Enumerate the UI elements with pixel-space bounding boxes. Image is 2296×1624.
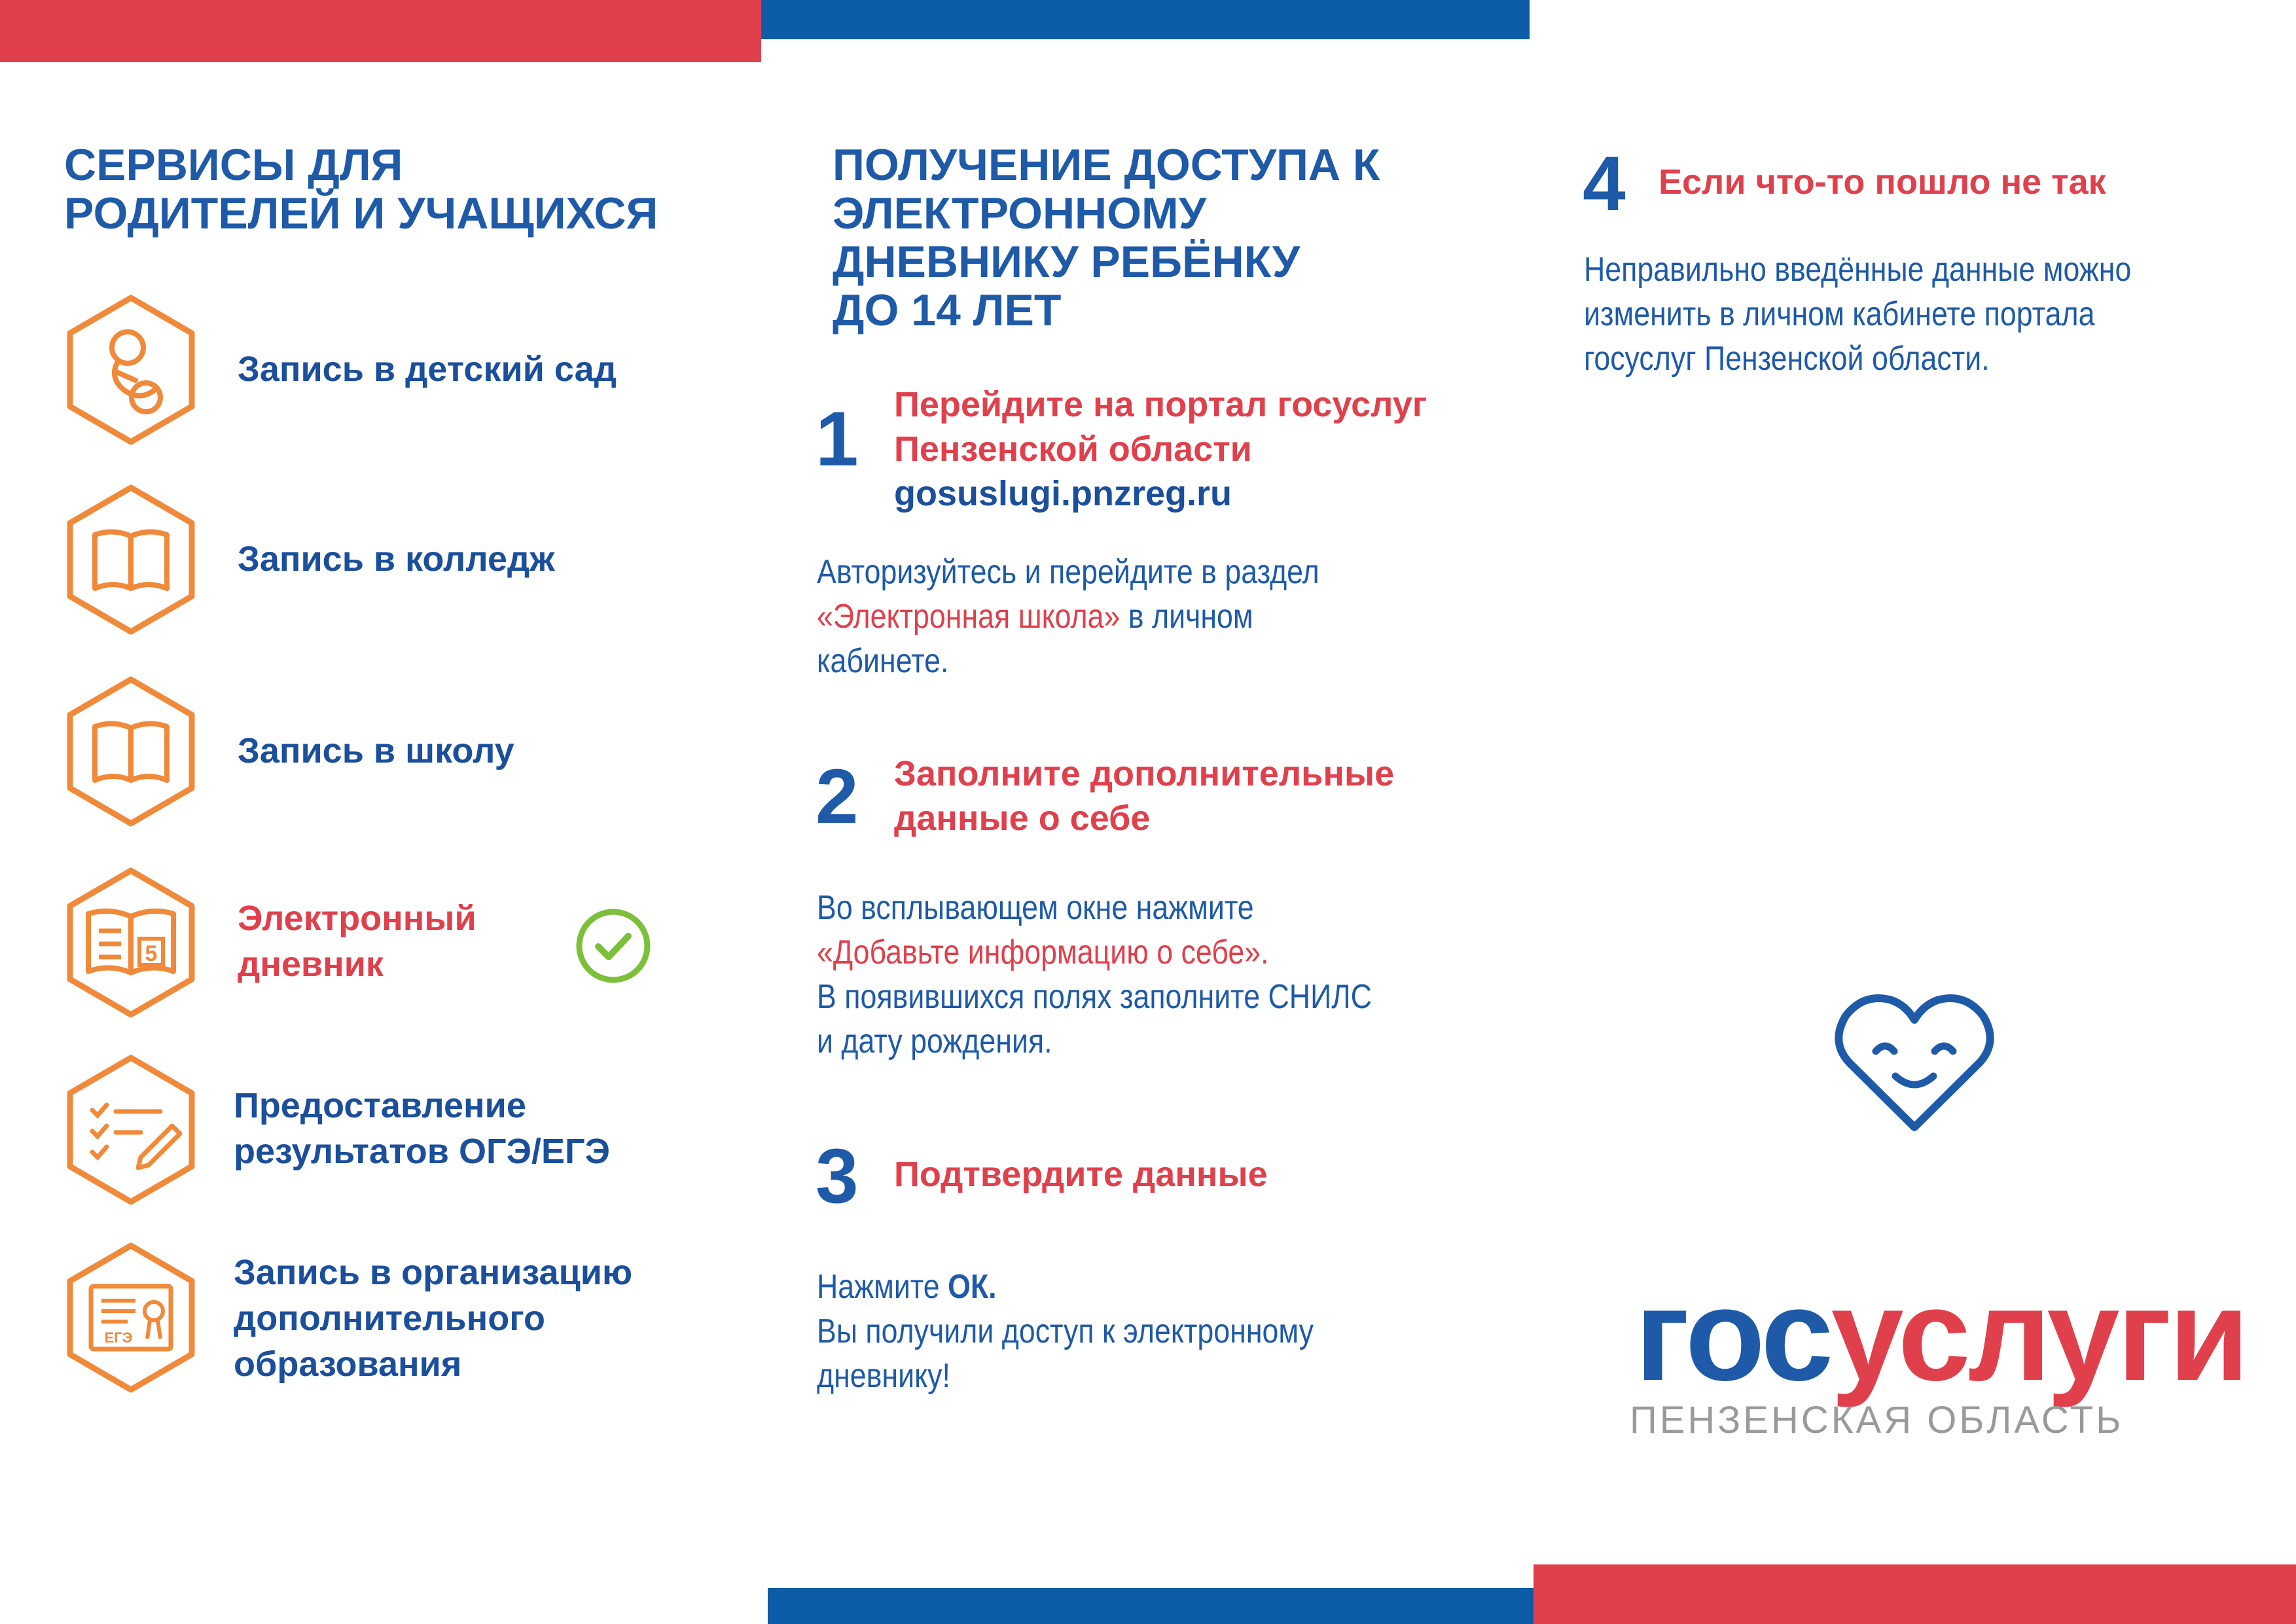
pacifier-icon	[62, 293, 200, 447]
service-school[interactable]	[62, 674, 651, 831]
step-4-number: 4	[1583, 141, 1626, 227]
access-title-line4: ДО 14 ЛЕТ	[833, 285, 1062, 335]
add-info-hint: «Добавьте информацию о себе».	[817, 933, 1269, 971]
bottom-blue-bar	[768, 1588, 1535, 1624]
portal-link[interactable]: gosuslugi.pnzreg.ru	[894, 474, 1232, 513]
step-3-body	[817, 1265, 1314, 1398]
service-additional-label-line1: Запись в организацию	[234, 1253, 633, 1292]
step-1-number: 1	[816, 396, 859, 482]
service-exam-label-line1: Предоставление	[234, 1086, 526, 1125]
access-title-line3: ДНЕВНИКУ РЕБЁНКУ	[833, 237, 1300, 287]
ok-text: ОК.	[948, 1268, 997, 1306]
service-kindergarten[interactable]	[62, 293, 651, 450]
service-school-label: Запись в школу	[238, 731, 514, 770]
access-title	[833, 141, 1380, 334]
step-3-body-line1-pre: Нажмите	[817, 1268, 948, 1306]
diary-icon	[62, 865, 200, 1020]
step-1-body-line1: Авторизуйтесь и перейдите в раздел	[817, 553, 1319, 591]
service-additional-label-line2: дополнительного	[234, 1299, 545, 1338]
service-college[interactable]	[62, 482, 651, 640]
service-exam-results[interactable]	[62, 1053, 651, 1210]
step-3-body-line2: Вы получили доступ к электронному	[817, 1312, 1314, 1350]
check-circle-icon	[575, 907, 652, 984]
step-1-body	[817, 550, 1319, 683]
top-blue-bar	[761, 0, 1530, 39]
step-2-body-line3: В появившихся полях заполните СНИЛС	[817, 978, 1372, 1016]
ege-badge-text: ЕГЭ	[104, 1329, 133, 1346]
step-2-number: 2	[816, 753, 859, 840]
service-ediary-label-line1: Электронный	[238, 899, 476, 938]
step-4-body-line2: изменить в личном кабинете портала	[1584, 295, 2095, 333]
service-additional-label-line3: образования	[234, 1344, 462, 1384]
top-red-bar	[0, 0, 761, 62]
logo-subtitle: ПЕНЗЕНСКАЯ ОБЛАСТЬ	[1630, 1399, 2124, 1441]
checklist-icon	[62, 1053, 200, 1207]
services-title	[64, 141, 658, 238]
step-3-body-line1	[817, 1265, 1314, 1309]
services-title-line2: РОДИТЕЛЕЙ И УЧАЩИХСЯ	[64, 189, 658, 238]
logo-part-gos: гос	[1635, 1262, 1831, 1408]
smiling-heart-icon	[1833, 990, 1996, 1135]
certificate-icon	[62, 1240, 200, 1395]
step-2-body	[817, 886, 1372, 1064]
access-title-line2: ЭЛЕКТРОННОМУ	[833, 189, 1206, 238]
service-ediary[interactable]	[62, 865, 651, 1022]
electronic-school-link[interactable]: «Электронная школа»	[817, 598, 1121, 636]
logo-part-uslugi: услуги	[1831, 1262, 2247, 1408]
step-1-body-line2-rest: в личном	[1120, 598, 1253, 636]
step-3-body-line3: дневнику!	[817, 1357, 950, 1395]
book-icon	[62, 482, 200, 637]
step-4-body-line1: Неправильно введённые данные можно	[1584, 251, 2132, 289]
service-ediary-label-line2: дневник	[238, 945, 384, 984]
step-4-heading: Если что-то пошло не так	[1659, 162, 2106, 202]
service-kindergarten-label: Запись в детский сад	[238, 350, 617, 389]
svg-text:5: 5	[145, 941, 158, 966]
step-2-heading-line2: данные о себе	[894, 799, 1151, 838]
step-3-number: 3	[816, 1133, 859, 1219]
step-2-heading	[894, 751, 1394, 840]
step-1-body-line3: кабинете.	[817, 642, 949, 680]
step-2-heading-line1: Заполните дополнительные	[894, 754, 1395, 793]
service-additional-education[interactable]	[62, 1240, 651, 1411]
step-1-body-line2	[817, 594, 1319, 639]
step-1-heading-line2: Пензенской области	[894, 429, 1252, 469]
logo-wordmark	[1635, 1262, 2247, 1408]
services-title-line1: СЕРВИСЫ ДЛЯ	[64, 140, 403, 190]
step-3-heading: Подтвердите данные	[894, 1155, 1268, 1194]
gosuslugi-logo	[1630, 1262, 2247, 1441]
step-4-body-line3: госуслуг Пензенской области.	[1584, 340, 1990, 378]
step-4-body	[1584, 247, 2131, 381]
step-1-heading-line1: Перейдите на портал госуслуг	[894, 385, 1427, 424]
step-2-body-line4: и дату рождения.	[817, 1022, 1052, 1060]
service-exam-label-line2: результатов ОГЭ/ЕГЭ	[234, 1132, 611, 1171]
bottom-red-bar	[1534, 1564, 2296, 1624]
step-2-body-line1: Во всплывающем окне нажмите	[817, 889, 1254, 927]
service-college-label: Запись в колледж	[238, 539, 555, 579]
access-title-line1: ПОЛУЧЕНИЕ ДОСТУПА К	[833, 140, 1380, 190]
book-icon	[62, 674, 200, 829]
step-1-heading	[894, 382, 1427, 516]
